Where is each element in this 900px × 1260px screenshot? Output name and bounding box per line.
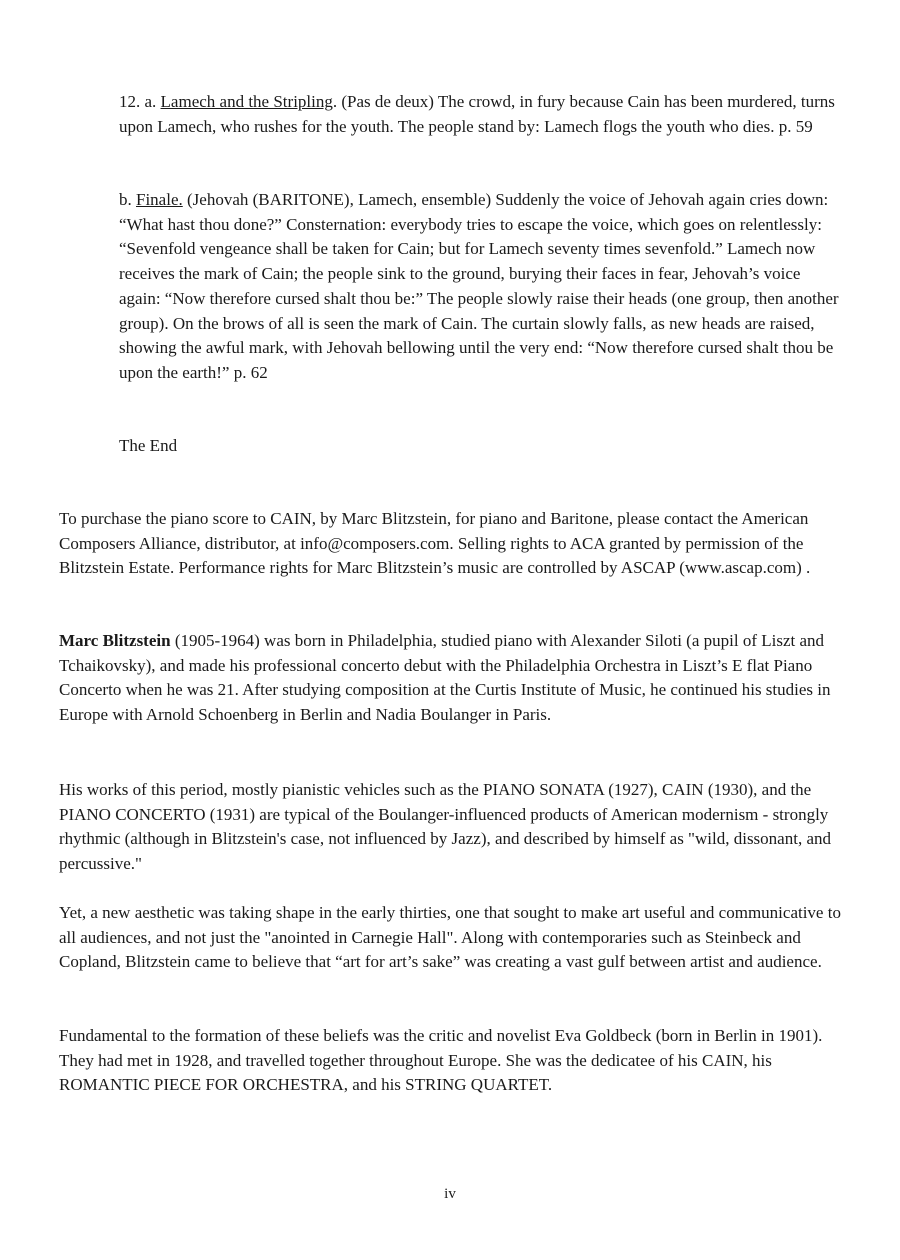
purchase-note: To purchase the piano score to CAIN, by Marc Blitzstein, for piano and Baritone, please contact the American Composers Alliance, distributor, at info@composers.com. Selling rights to ACA granted by permission of the Blitzstein Estate. Performance rights for Marc Blitzstein’s music are controlled by ASCAP (www.ascap.com) . [59, 509, 811, 578]
bio-paragraph-2: His works of this period, mostly pianistic vehicles such as the PIANO SONATA (1927), CAIN (1930), and the PIANO CONCERTO (1931) are typical of the Boulanger-influenced products of American modernism - strongly rhythmic (although in Blitzstein's case, not influenced by Jazz), and described by himself as "wild, dissonant, and percussive." [59, 780, 831, 874]
page-number: iv [444, 1186, 456, 1202]
synopsis-item-12a [119, 90, 841, 139]
item-12a-text: . (Pas de deux) The crowd, in fury because Cain has been murdered, turns upon Lamech, who rushes for the youth. The people stand by: Lamech flogs the youth who dies. p. 59 [119, 92, 835, 136]
synopsis-item-12b [119, 188, 841, 386]
the-end: The End [119, 436, 178, 455]
item-12a-prefix: 12. a. [119, 92, 161, 111]
item-12a-title: Lamech and the Stripling [160, 92, 333, 111]
bio-paragraph-1-text: (1905-1964) was born in Philadelphia, studied piano with Alexander Siloti (a pupil of Liszt and Tchaikovsky), and made his professional concerto debut with the Philadelphia Orchestra in Liszt’s E flat Piano Concerto when he was 21. After studying composition at the Curtis Institute of Music, he continued his studies in Europe with Arnold Schoenberg in Berlin and Nadia Boulanger in Paris. [59, 631, 831, 725]
item-12b-prefix: b. [119, 190, 136, 209]
composer-name: Marc Blitzstein [59, 631, 171, 650]
bio-paragraph-1 [59, 629, 849, 728]
item-12b-text: (Jehovah (BARITONE), Lamech, ensemble) Suddenly the voice of Jehovah again cries down: “What hast thou done?” Consternation: everybody tries to escape the voice, which goes on relentlessly: “Sevenfold vengeance shall be taken for Cain; but for Lamech seventy times sevenfold.” Lamech now receives the mark of Cain; the people sink to the ground, burying their faces in fear, Jehovah’s voice again: “Now therefore cursed shalt thou be:” The people slowly raise their heads (one group, then another group). On the brows of all is seen the mark of Cain. The curtain slowly falls, as new heads are raised, showing the awful mark, with Jehovah bellowing until the very end: “Now therefore cursed shalt thou be upon the earth!” p. 62 [119, 190, 839, 382]
item-12b-title: Finale. [136, 190, 183, 209]
bio-paragraph-4: Fundamental to the formation of these beliefs was the critic and novelist Eva Goldbeck (born in Berlin in 1901). They had met in 1928, and travelled together throughout Europe. She was the dedicatee of his CAIN, his ROMANTIC PIECE FOR ORCHESTRA, and his STRING QUARTET. [59, 1026, 823, 1095]
bio-paragraph-3: Yet, a new aesthetic was taking shape in the early thirties, one that sought to make art useful and communicative to all audiences, and not just the "anointed in Carnegie Hall". Along with contemporaries such as Steinbeck and Copland, Blitzstein came to believe that “art for art’s sake” was creating a vast gulf between artist and audience. [59, 903, 841, 972]
